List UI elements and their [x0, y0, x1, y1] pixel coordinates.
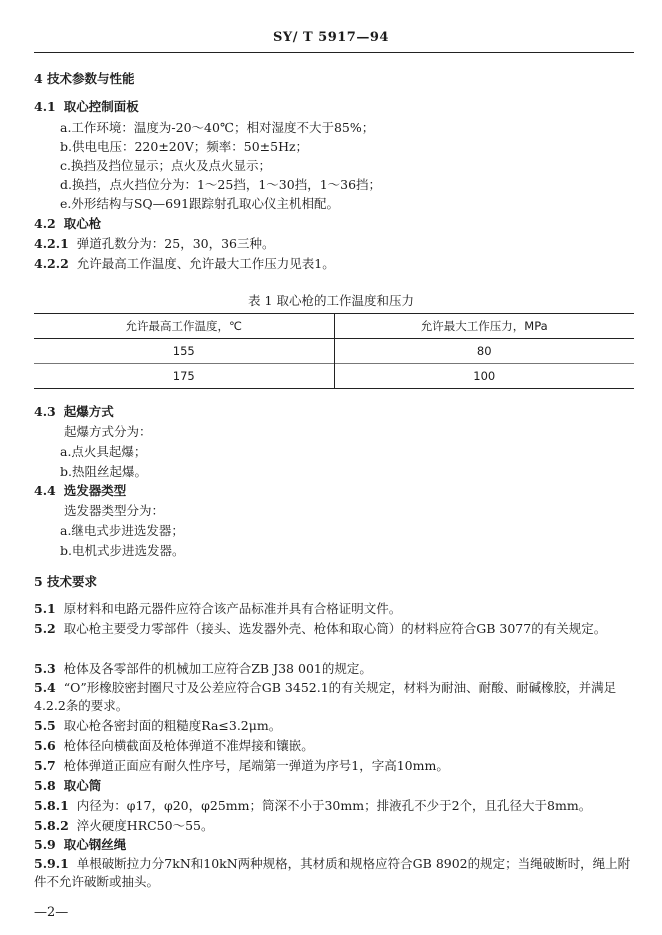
- clause-5-3: [34, 660, 372, 678]
- clause-4-3: [34, 403, 114, 421]
- clause-5-6: [34, 737, 314, 755]
- list-item: b.电机式步进选发器。: [60, 543, 185, 558]
- table-cell: 80: [476, 344, 492, 358]
- list-item: a.点火具起爆；: [60, 444, 147, 459]
- table-caption: 表 1 取心枪的工作温度和压力: [248, 293, 414, 308]
- clause-text: 单根破断拉力分7kN和10kN两种规格，其材质和规格应符合GB 8902的规定；当绳破断时，绳上附件不允许破断或抽头。: [34, 856, 631, 889]
- clause-number: 5.8: [34, 778, 56, 793]
- clause-text: 枪体弹道正面应有耐久性序号，尾端第一弹道为序号1，字高10mm。: [63, 758, 449, 773]
- table-header-cell: 允许最高工作温度，℃: [34, 314, 334, 339]
- clause-text: 内径为：φ17，φ20，φ25mm；筒深不小于30mm；排液孔不少于2个，且孔径大于8mm。: [76, 798, 592, 813]
- list-item: b.热阻丝起爆。: [60, 464, 147, 479]
- clause-5-2: [34, 620, 634, 638]
- clause-number: 4.2: [34, 216, 56, 231]
- clause-5-1: [34, 600, 401, 618]
- data-table: [34, 313, 634, 389]
- clause-text: 枪体及各零部件的机械加工应符合ZB J38 001的规定。: [63, 661, 372, 676]
- clause-title: 取心筒: [63, 778, 102, 793]
- clause-text: 枪体径向横截面及枪体弹道不准焊接和镶嵌。: [63, 738, 314, 753]
- clause-number: 5.3: [34, 661, 56, 676]
- clause-5-9-1: [34, 855, 634, 891]
- list-item: e.外形结构与SQ—691跟踪射孔取心仪主机相配。: [60, 196, 340, 211]
- header-rule: [34, 52, 634, 53]
- clause-number: 4.2.2: [34, 256, 69, 271]
- list-item: c.换挡及挡位显示；点火及点火显示；: [60, 158, 271, 173]
- clause-5-4: [34, 679, 634, 715]
- clause-text: 允许最高工作温度、允许最大工作压力见表1。: [76, 256, 335, 271]
- clause-4-2-1: [34, 235, 275, 253]
- clause-text: 取心枪各密封面的粗糙度Ra≤3.2μm。: [63, 718, 282, 733]
- clause-text: 原材料和电路元器件应符合该产品标准并具有合格证明文件。: [63, 601, 402, 616]
- clause-number: 5.9.1: [34, 856, 69, 871]
- table-header-row: [34, 314, 634, 339]
- clause-5-5: [34, 717, 281, 735]
- clause-number: 4.4: [34, 483, 56, 498]
- clause-number: 4.2.1: [34, 236, 69, 251]
- list-item: b.供电电压：220±20V；频率：50±5Hz；: [60, 139, 309, 154]
- paragraph: 选发器类型分为：: [64, 503, 165, 518]
- clause-4-2-2: [34, 255, 335, 273]
- table-row: [34, 339, 634, 364]
- clause-title: 起爆方式: [63, 404, 114, 419]
- clause-number: 5.5: [34, 718, 56, 733]
- clause-number: 5.2: [34, 621, 56, 636]
- clause-number: 5.7: [34, 758, 56, 773]
- clause-text: 淬火硬度HRC50～55。: [76, 818, 214, 833]
- clause-number: 5.8.1: [34, 798, 69, 813]
- clause-text: “O”形橡胶密封圈尺寸及公差应符合GB 3452.1的有关规定，材料为耐油、耐酸、耐碱橡胶，并满足4.2.2条的要求。: [34, 680, 617, 713]
- clause-5-8: [34, 777, 101, 795]
- clause-title: 取心控制面板: [63, 99, 139, 114]
- clause-number: 5.4: [34, 680, 56, 695]
- list-item: a.继电式步进选发器；: [60, 523, 184, 538]
- paragraph: 起爆方式分为：: [64, 424, 152, 439]
- table-row: [34, 364, 634, 389]
- clause-5-7: [34, 757, 449, 775]
- clause-number: 4.3: [34, 404, 56, 419]
- clause-4-4: [34, 482, 126, 500]
- clause-title: 选发器类型: [63, 483, 127, 498]
- section-4-heading: 4 技术参数与性能: [34, 71, 135, 86]
- clause-text: 弹道孔数分为：25，30，36三种。: [76, 236, 275, 251]
- list-item: a.工作环境：温度为-20～40℃；相对湿度不大于85%；: [60, 120, 375, 135]
- clause-number: 4.1: [34, 99, 56, 114]
- clause-title: 取心枪: [63, 216, 102, 231]
- table-cell: 155: [34, 339, 334, 364]
- clause-number: 5.9: [34, 837, 56, 852]
- clause-title: 取心钢丝绳: [63, 837, 127, 852]
- table-cell: 175: [34, 364, 334, 389]
- clause-text: 取心枪主要受力零部件（接头、选发器外壳、枪体和取心筒）的材料应符合GB 3077的有关规定。: [63, 621, 607, 636]
- clause-5-9: [34, 836, 126, 854]
- clause-5-8-1: [34, 797, 591, 815]
- table-cell: 100: [473, 369, 496, 383]
- clause-number: 5.6: [34, 738, 56, 753]
- list-item: d.换挡，点火挡位分为：1～25挡，1～30挡，1～36挡；: [60, 177, 382, 192]
- page-number: —2—: [34, 905, 69, 920]
- document-code: SY/ T 5917—94: [273, 30, 389, 45]
- table-header-cell: 允许最大工作压力，MPa: [420, 319, 548, 333]
- clause-number: 5.1: [34, 601, 56, 616]
- section-5-heading: 5 技术要求: [34, 574, 98, 589]
- clause-5-8-2: [34, 817, 214, 835]
- clause-number: 5.8.2: [34, 818, 69, 833]
- clause-4-2: [34, 215, 101, 233]
- clause-4-1: [34, 98, 139, 116]
